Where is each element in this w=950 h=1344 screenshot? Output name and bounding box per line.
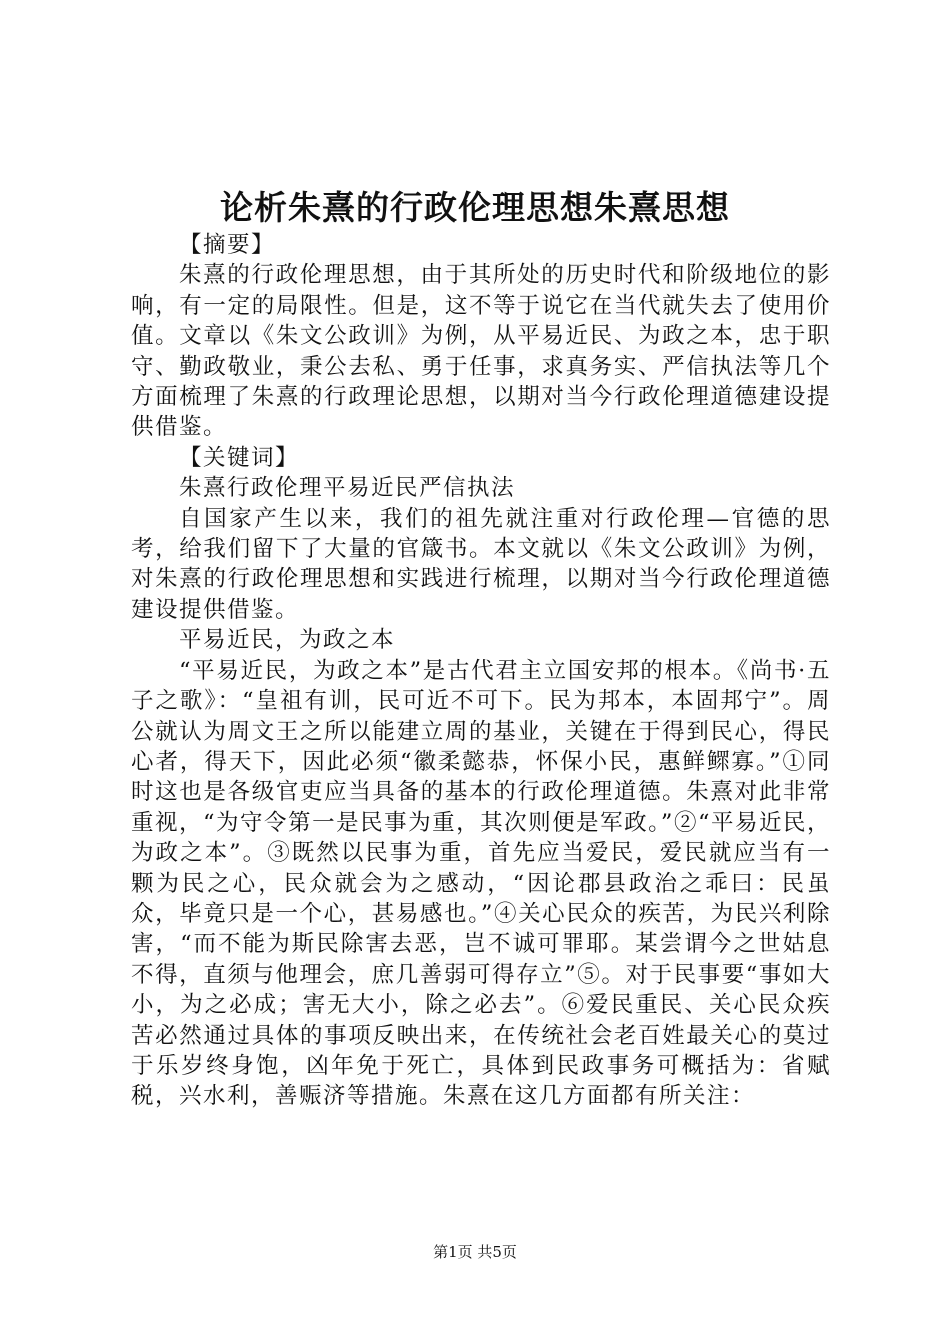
- keywords-heading: 【关键词】: [179, 444, 300, 471]
- section-paragraph: “平易近民，为政之本”是古代君主立国安邦的根本。《尚书·五子之歌》：“皇祖有训，民可近不可下。民为邦本，本固邦宁”。周公就认为周文王之所以能建立周的基业，关键在于得到民心，得民心者，得天下，因此必须“徽柔懿恭，怀保小民，惠鲜鳏寡。”①同时这也是各级官吏应当具备的基本的行政伦理道德。朱熹对此非常重视，“为守令第一是民事为重，其次则便是军政。”②“平易近民，为政之本”。③既然以民事为重，首先应当爱民，爱民就应当有一颗为民之心，民众就会为之感动，“因论郡县政治之乖曰：民虽众，毕竟只是一个心，甚易感也。”④关心民众的疾苦，为民兴利除害，“而不能为斯民除害去恶，岂不诚可罪耶。某尝谓今之世姑息不得，直须与他理会，庶几善弱可得存立”⑤。对于民事要“事如大小，为之必成；害无大小，除之必去”。⑥爱民重民、关心民众疾苦必然通过具体的事项反映出来，在传统社会老百姓最关心的莫过于乐岁终身饱，凶年免于死亡，具体到民政事务可概括为：省赋税，兴水利，善赈济等措施。朱熹在这几方面都有所关注：: [131, 657, 831, 1110]
- document-title: 论析朱熹的行政伦理思想朱熹思想: [220, 188, 730, 227]
- abstract-heading: 【摘要】: [179, 232, 276, 258]
- section-heading: 平易近民，为政之本: [179, 627, 396, 654]
- keywords-paragraph: 朱熹行政伦理平易近民严信执法: [179, 475, 516, 502]
- intro-paragraph: 自国家产生以来，我们的祖先就注重对行政伦理—官德的思考，给我们留下了大量的官箴书。本文就以《朱文公政训》为例，对朱熹的行政伦理思想和实践进行梳理，以期对当今行政伦理道德建设提供借鉴。: [131, 505, 831, 623]
- page-footer: 第1页 共5页: [433, 1243, 517, 1261]
- abstract-paragraph: 朱熹的行政伦理思想，由于其所处的历史时代和阶级地位的影响，有一定的局限性。但是，这不等于说它在当代就失去了使用价值。文章以《朱文公政训》为例，从平易近民、为政之本，忠于职守、勤政敬业，秉公去私、勇于任事，求真务实、严信执法等几个方面梳理了朱熹的行政理论思想，以期对当今行政伦理道德建设提供借鉴。: [131, 262, 831, 441]
- document-body: [131, 230, 831, 1112]
